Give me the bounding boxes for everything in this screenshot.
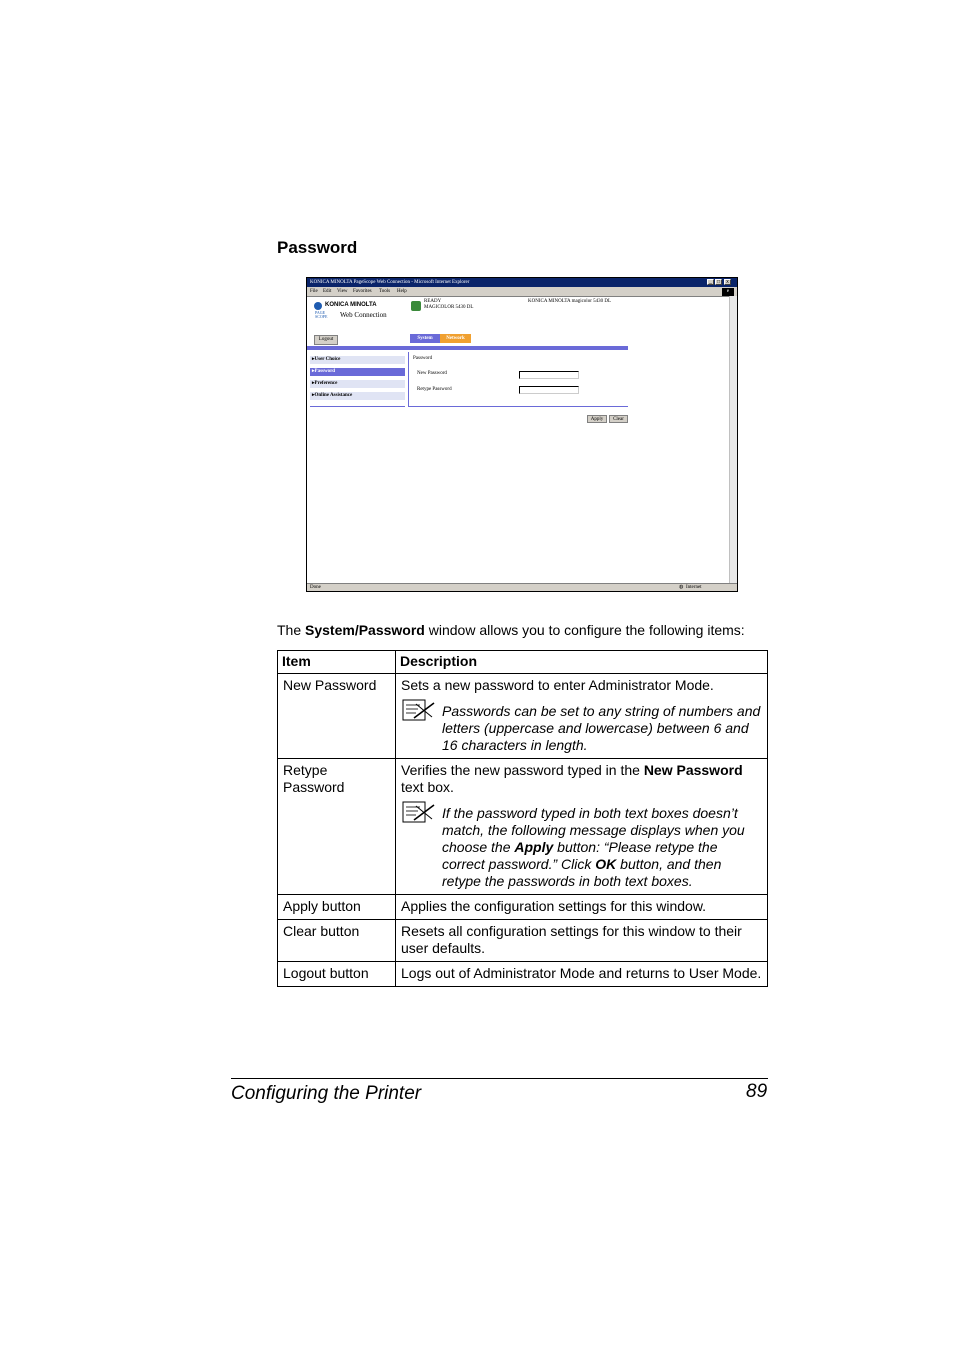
sidebar-divider — [310, 406, 405, 407]
menu-view[interactable]: View — [337, 289, 348, 294]
item-cell: New Password — [278, 674, 396, 759]
tab-system[interactable]: System — [410, 334, 440, 343]
brand-name: KONICA MINOLTA — [325, 302, 377, 308]
triangle-icon: ▸ — [312, 369, 315, 374]
menu-help[interactable]: Help — [397, 289, 407, 294]
pagescope-logo: PAGE SCOPE — [315, 310, 328, 319]
description-cell: Logs out of Administrator Mode and returns to User Mode. — [396, 962, 768, 987]
konica-minolta-logo-icon — [314, 302, 322, 310]
item-cell: Clear button — [278, 920, 396, 962]
new-password-label: New Password — [417, 371, 447, 376]
status-done: Done — [310, 585, 321, 590]
description-cell — [396, 759, 768, 895]
minimize-button[interactable]: _ — [707, 279, 714, 285]
menu-bar — [307, 287, 737, 297]
tab-underline — [307, 346, 628, 350]
triangle-icon: ▸ — [312, 381, 315, 386]
ie-logo-icon: e — [722, 288, 734, 296]
sidebar-item-preference[interactable] — [310, 380, 405, 388]
browser-status-bar — [307, 583, 737, 592]
section-heading: Password — [277, 238, 358, 257]
status-zone: Internet — [686, 585, 702, 590]
note — [401, 703, 762, 754]
triangle-icon: ▸ — [312, 393, 315, 398]
close-button[interactable]: x — [724, 279, 731, 285]
table-row — [278, 962, 768, 987]
triangle-icon: ▸ — [312, 357, 315, 362]
model-header: KONICA MINOLTA magicolor 5430 DL — [528, 299, 612, 304]
maximize-button[interactable]: □ — [716, 279, 721, 285]
new-password-field[interactable] — [519, 371, 579, 379]
menu-tools[interactable]: Tools — [379, 289, 391, 294]
table-row — [278, 759, 768, 895]
menu-file[interactable]: File — [310, 289, 318, 294]
description-text: Sets a new password to enter Administrator Mode. — [401, 677, 714, 693]
description-cell: Resets all configuration settings for this window to their user defaults. — [396, 920, 768, 962]
description-cell — [396, 674, 768, 759]
retype-password-label: Retype Password — [417, 387, 452, 392]
sidebar-item-user-choice[interactable] — [310, 356, 405, 364]
panel-title: Password — [413, 356, 433, 361]
note — [401, 805, 762, 890]
printer-status-icon — [411, 301, 421, 311]
settings-table — [277, 650, 768, 987]
sidebar-item-password[interactable] — [310, 368, 405, 376]
menu-edit[interactable]: Edit — [323, 289, 332, 294]
retype-password-field[interactable] — [519, 386, 579, 394]
table-row — [278, 920, 768, 962]
item-cell: Logout button — [278, 962, 396, 987]
menu-favorites[interactable]: Favorites — [353, 289, 372, 294]
table-row — [278, 895, 768, 920]
web-connection-screenshot — [306, 277, 738, 592]
sidebar-item-label: Password — [314, 369, 336, 374]
item-cell: Apply button — [278, 895, 396, 920]
printer-model: MAGICOLOR 5430 DL — [424, 305, 474, 310]
note-text: If the password typed in both text boxes doesn’t match, the following message displays when you choose the Apply button: “Please retype the correct password.” Click OK button, and then retype the passwords in both text boxes. — [442, 805, 745, 889]
column-header-item: Item — [278, 651, 396, 674]
sidebar-item-online-assistance[interactable] — [310, 392, 405, 400]
globe-icon: ◍ — [679, 585, 684, 590]
sidebar-item-label: User Choice — [314, 357, 341, 362]
vertical-scrollbar[interactable] — [729, 296, 738, 583]
clear-button[interactable]: Clear — [609, 415, 628, 423]
tab-network[interactable]: Network — [440, 334, 471, 343]
column-header-description: Description — [396, 651, 768, 674]
table-row — [278, 674, 768, 759]
sidebar-item-label: Online Assistance — [314, 393, 353, 398]
panel-divider — [408, 352, 409, 406]
note-pencil-icon — [402, 699, 436, 721]
apply-button[interactable]: Apply — [587, 415, 607, 423]
description-text: Verifies the new password typed in the New Password text box. — [401, 762, 743, 795]
window-title: KONICA MINOLTA PageScope Web Connection - Microsoft Internet Explorer — [310, 280, 470, 285]
item-cell: Retype Password — [278, 759, 396, 895]
intro-paragraph: The System/Password window allows you to configure the following items: — [277, 622, 745, 638]
logout-button[interactable]: Logout — [314, 335, 338, 345]
sidebar-item-label: Preference — [314, 381, 338, 386]
page-number: 89 — [746, 1081, 768, 1102]
note-pencil-icon — [402, 801, 436, 823]
table-header-row — [278, 651, 768, 674]
printer-status: READY — [424, 299, 442, 304]
note-text: Passwords can be set to any string of numbers and letters (uppercase and lowercase) between 6 and 16 characters in length. — [442, 703, 761, 753]
footer-title: Configuring the Printer — [231, 1083, 422, 1104]
description-cell: Applies the configuration settings for this window. — [396, 895, 768, 920]
window-titlebar — [307, 278, 737, 287]
panel-bottom-line — [408, 406, 628, 407]
footer-rule — [231, 1078, 768, 1079]
web-connection-label: Web Connection — [340, 311, 387, 319]
